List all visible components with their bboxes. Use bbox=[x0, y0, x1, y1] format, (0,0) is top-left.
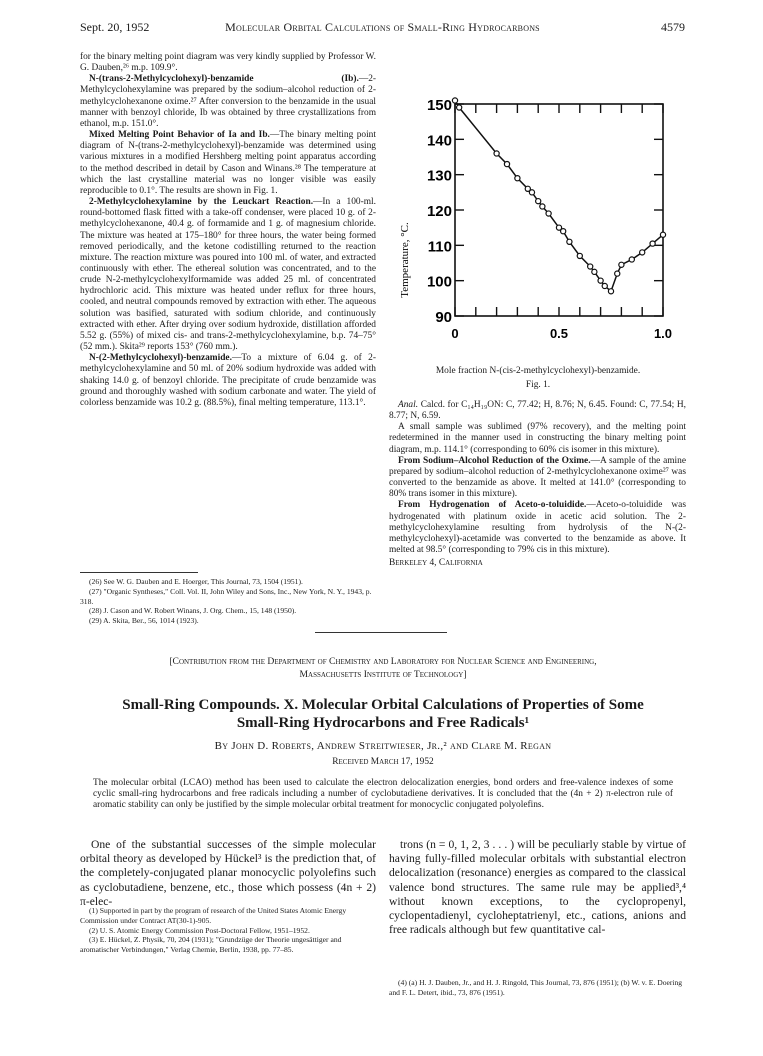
header-date: Sept. 20, 1952 bbox=[80, 20, 150, 34]
y-tick-label-100: 100 bbox=[426, 273, 452, 291]
melting-point-chart bbox=[388, 88, 688, 378]
data-point bbox=[588, 264, 593, 269]
footnote-28: (28) J. Cason and W. Robert Winans, J. Org. Chem., 15, 148 (1950). bbox=[89, 606, 297, 616]
bottom-left-footnotes bbox=[80, 906, 376, 955]
y-tick-label-140: 140 bbox=[426, 132, 452, 150]
footnote-26: (26) See W. G. Dauben and E. Hoerger, This Journal, 73, 1504 (1951). bbox=[89, 577, 303, 586]
abstract: The molecular orbital (LCAO) method has been used to calculate the electron delocalization energies, bond orders and free-valence indexes of some cyclic small-ring hydrocarbons and free radicals including a number of cyclobutadiene derivatives. It is concluded that the (4n + 2) π-electron rule of aromatic stability can only be justified by the simple molecular orbital treatment for monocyclic conjugated polyolefins. bbox=[93, 778, 673, 810]
data-point bbox=[598, 278, 603, 283]
data-point bbox=[608, 289, 613, 294]
data-point bbox=[529, 190, 534, 195]
contribution-line-1: [Contribution from the Department of Chemistry and Laboratory for Nuclear Science and Engineering, bbox=[169, 656, 597, 667]
right-paragraph-sublimed: A small sample was sublimed (97% recovery), and the melting point redetermined in the manner used in constructing the binary melting point diagram, m.p. 114.1° (corresponding to 60% cis isomer in this mixture). bbox=[389, 422, 686, 455]
plot-frame bbox=[455, 104, 663, 316]
data-point bbox=[592, 269, 597, 274]
article-title-line-1: Small-Ring Compounds. X. Molecular Orbital Calculations of Properties of Some bbox=[122, 697, 644, 713]
contribution-line-2: Massachusetts Institute of Technology] bbox=[299, 669, 467, 680]
body-left-paragraph: One of the substantial successes of the simple molecular orbital theory as developed by Hückel³ is the prediction that, of the completely-conjugated planar monocyclic polyolefins such as cyclobutadiene, benzene, etc., those which possess (4n + 2) π-elec- bbox=[80, 838, 376, 908]
footnote-27: (27) "Organic Syntheses," Coll. Vol. II, John Wiley and Sons, Inc., New York, N. Y., 1943, p. 318. bbox=[80, 586, 372, 606]
data-point bbox=[577, 253, 582, 258]
left-paragraph-5: N-(2-Methylcyclohexyl)-benzamide.—To a mixture of 6.04 g. of 2-methylcyclohexylamine and 50 ml. of 20% sodium hydroxide was added with shaking 14.0 g. of benzoyl chloride. The precipitate of crude benzamide was ground and thoroughly washed with sodium carbonate and water. The yield of colorless benzamide was 10.2 g. (88.5%), final melting temperature, 113.1°. bbox=[80, 353, 376, 408]
data-point bbox=[619, 262, 624, 267]
data-point bbox=[660, 232, 665, 237]
right-paragraph-sodium: From Sodium–Alcohol Reduction of the Oxime.—A sample of the amine prepared by sodium–alcohol reduction of 2-methylcyclohexanone oxime²⁷ was converted to the benzamide as above. It melted at 141.0° (corresponding to 80% trans isomer in this mixture). bbox=[389, 455, 686, 500]
figure-xlabel: Mole fraction N-(cis-2-methylcyclohexyl)-benzamide. bbox=[435, 366, 641, 376]
contribution-block bbox=[80, 655, 686, 681]
data-point bbox=[515, 176, 520, 181]
address: Berkeley 4, California bbox=[389, 558, 483, 569]
section-rule bbox=[315, 632, 447, 633]
data-point bbox=[457, 105, 462, 110]
y-tick-label-110: 110 bbox=[427, 238, 452, 256]
header-page-number: 4579 bbox=[661, 20, 685, 34]
data-point bbox=[546, 211, 551, 216]
footnote-29: (29) A. Skita, Ber., 56, 1014 (1923). bbox=[89, 616, 199, 626]
right-paragraph-anal: Anal. Calcd. for C₁₄H₁₉ON: C, 77.42; H, 8.76; N, 6.45. Found: C, 77.54; H, 8.77; N, 6.59. bbox=[389, 400, 686, 422]
data-point bbox=[536, 199, 541, 204]
article-title bbox=[80, 696, 686, 732]
right-paragraph-hydrogenation: From Hydrogenation of Aceto-o-toluidide.—Aceto-o-toluidide was hydrogenated with platinum oxide in acetic acid solution. The 2-methylcyclohexylamine resulting from hydrolysis of the N-(2-methylcyclohexyl)-acetamide was converted to the benzamide as above. It melted at 98.5° (corresponding to 79% cis in this mixture). bbox=[389, 500, 686, 556]
bottom-right-footnotes bbox=[389, 978, 686, 998]
figure-caption: Fig. 1. bbox=[525, 380, 551, 390]
data-point bbox=[602, 283, 607, 288]
running-header bbox=[80, 20, 685, 36]
footnote-1: (1) Supported in part by the program of research of the United States Atomic Energy Commission under Contract AT(30-1)-905. bbox=[80, 906, 347, 925]
footnote-rule-left bbox=[80, 572, 198, 573]
footnote-4: (4) (a) H. J. Dauben, Jr., and H. J. Ringold, This Journal, 73, 876 (1951); (b) W. v. E. Doering and F. L. Detert, ibid., 73, 876 (1951). bbox=[389, 978, 683, 997]
data-point bbox=[615, 271, 620, 276]
y-tick-label-120: 120 bbox=[426, 203, 452, 220]
body-left-column bbox=[80, 838, 376, 909]
received-date: Received March 17, 1952 bbox=[332, 757, 434, 767]
data-point bbox=[561, 229, 566, 234]
data-point bbox=[640, 250, 645, 255]
x-tick-label-0.5: 0.5 bbox=[549, 326, 569, 341]
footnote-3: (3) E. Hückel, Z. Physik, 70, 204 (1931); "Grundzüge der Theorie ungesättiger and aromatischer Verbindungen," Verlag Chemie, Berlin, 1938, pp. 77–85. bbox=[80, 935, 342, 955]
data-point bbox=[540, 204, 545, 209]
body-right-paragraph: trons (n = 0, 1, 2, 3 . . . ) will be peculiarly stable by virtue of having fully-filled molecular orbitals with substantial electron delocalization (resonance) energies as compared to the classical valence bond structures. The same rule may be applied³,⁴ without known exceptions, to the cyclopropenyl, cyclopentadienyl, cycloheptatrienyl, etc., cations, anions and free radicals although but few quantitative cal- bbox=[389, 838, 686, 937]
data-point bbox=[567, 239, 572, 244]
left-footnotes bbox=[80, 577, 376, 626]
data-point bbox=[504, 161, 509, 166]
left-paragraph-3: Mixed Melting Point Behavior of Ia and Ib.—The binary melting point diagram of N-(trans-2-methylcyclohexyl)-benzamide was determined using various mixtures in a modified Hershberg melting point apparatus according to the method described in detail by Cason and Winans.²⁸ The temperature at which the last crystalline material was no longer visible was easily reproducible to 0.1°. The results are shown in Fig. 1. bbox=[80, 130, 376, 196]
y-tick-label-150: 150 bbox=[426, 97, 452, 114]
y-axis-label: Temperature, °C. bbox=[399, 222, 411, 298]
y-tick-label-90: 90 bbox=[435, 309, 452, 326]
left-paragraph-2: N-(trans-2-Methylcyclohexyl)-benzamide (Ib).—2-Methylcyclohexylamine was prepared by the sodium–alcohol reduction of 2-methylcyclohexanone oxime.²⁷ After conversion to the benzamide in the usual manner with benzoyl chloride, Ib was obtained by three crystallizations from ethanol, m.p. 151.0°. bbox=[80, 74, 376, 129]
footnote-2: (2) U. S. Atomic Energy Commission Post-Doctoral Fellow, 1951–1952. bbox=[89, 925, 310, 935]
data-point bbox=[650, 241, 655, 246]
left-column bbox=[80, 52, 376, 409]
article-title-line-2: Small-Ring Hydrocarbons and Free Radicals¹ bbox=[236, 715, 530, 731]
x-tick-label-1: 1.0 bbox=[653, 326, 673, 341]
left-paragraph-1: for the binary melting point diagram was very kindly supplied by Professor W. G. Dauben,²⁶ m.p. 109.9°. bbox=[80, 52, 376, 74]
data-point bbox=[452, 98, 457, 103]
left-paragraph-4: 2-Methylcyclohexylamine by the Leuckart Reaction.—In a 100-ml. round-bottomed flask fitted with a take-off condenser, were placed 10 g. of 2-methylcyclohexanone, 40.4 g. of formamide and 1 g. of magnesium chloride. The mixture was heated at 175–180° for three hours, the water being formed removed periodically, and the ketone codistilling returned to the reaction mixture. The reaction mixture was poured into 100 ml. of water, and extracted continuously with ether. The ethereal solution was concentrated, and to the crude N-2-methylcyclohexylformamide was added 25 ml. of concentrated hydrochloric acid. This mixture was heated under reflux for three hours, cooled, and neutral compounds removed by extraction with ether. The aqueous solution was basified, saturated with sodium chloride, and continuously extracted with ether. After drying over sodium hydroxide, distillation afforded 5.52 g. (55%) of mixed cis- and trans-2-methylcyclohexylamine, b.p. 74–75° (52 mm.). Skita²⁹ reports 153° (760 mm.). bbox=[80, 197, 376, 353]
header-title: Molecular Orbital Calculations of Small-Ring Hydrocarbons bbox=[225, 20, 540, 34]
body-right-column bbox=[389, 838, 686, 937]
authors: By John D. Roberts, Andrew Streitwieser, Jr.,² and Clare M. Regan bbox=[214, 740, 552, 752]
right-column bbox=[389, 400, 686, 569]
x-tick-label-0: 0 bbox=[451, 326, 459, 341]
y-tick-label-130: 130 bbox=[426, 167, 452, 185]
data-point bbox=[494, 151, 499, 156]
data-point bbox=[629, 257, 634, 262]
